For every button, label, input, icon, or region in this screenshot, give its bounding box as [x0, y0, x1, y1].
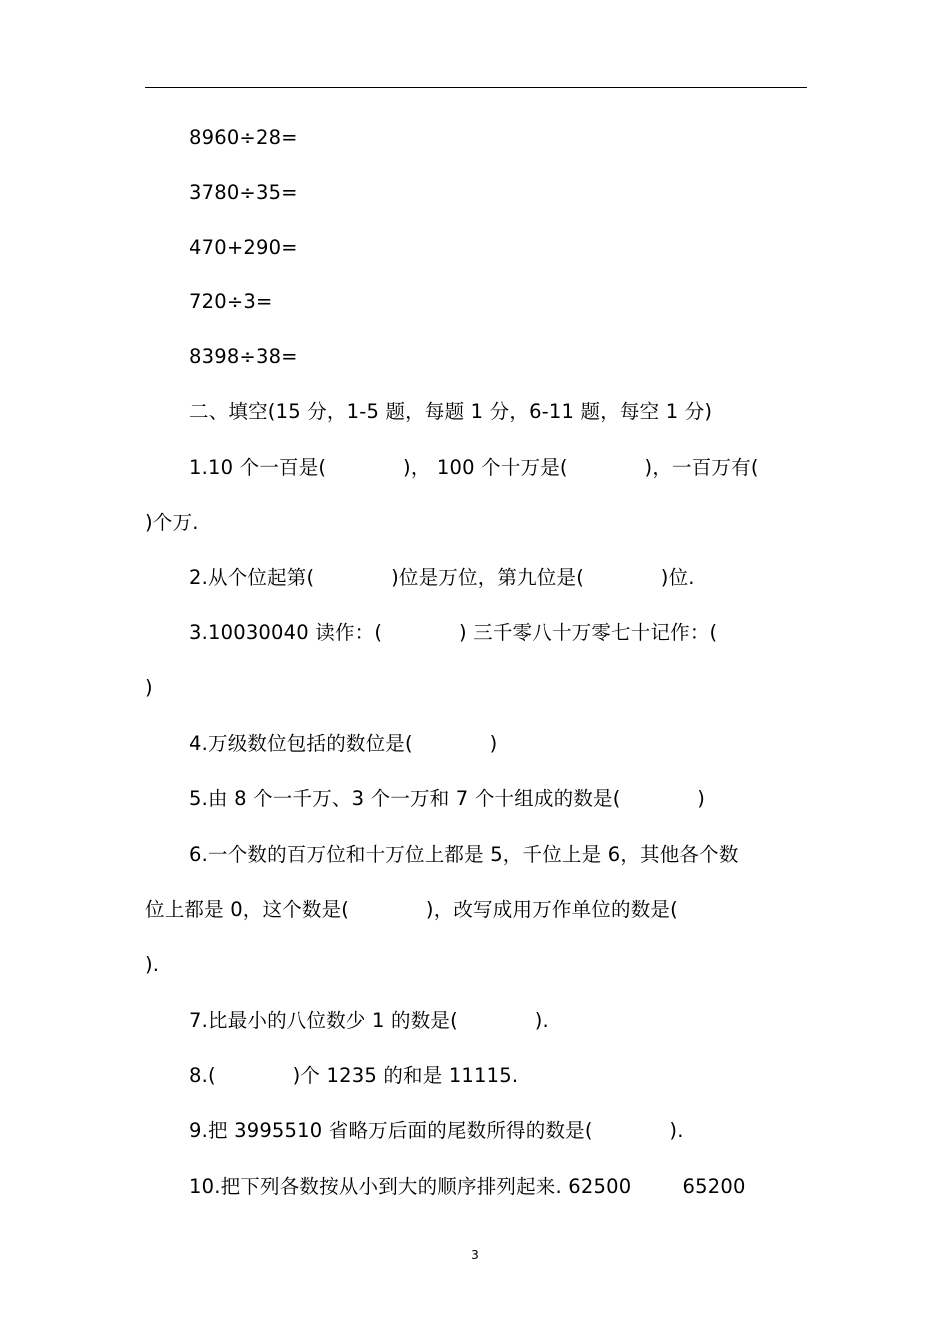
question-8: 8.( )个 1235 的和是 11115.: [189, 1064, 519, 1087]
question-3: 3.10030040 读作：( ) 三千零八十万零七十记作：(: [189, 621, 718, 644]
question-3-cont: ): [145, 676, 153, 699]
question-6: 6.一个数的百万位和十万位上都是 5，千位上是 6，其他各个数: [189, 843, 739, 866]
question-4: 4.万级数位包括的数位是( ): [189, 732, 498, 755]
header-rule: [145, 87, 807, 88]
expr-line: 470+290=: [189, 236, 298, 259]
section-heading: 二、填空(15 分，1-5 题，每题 1 分，6-11 题，每空 1 分): [189, 400, 713, 423]
expr-line: 8398÷38=: [189, 345, 298, 368]
question-1: 1.10 个一百是( )， 100 个十万是( )，一百万有(: [189, 456, 759, 479]
question-2: 2.从个位起第( )位是万位，第九位是( )位.: [189, 566, 695, 589]
question-5: 5.由 8 个一千万、3 个一万和 7 个十组成的数是( ): [189, 787, 706, 810]
question-7: 7.比最小的八位数少 1 的数是( ).: [189, 1009, 549, 1032]
expr-line: 3780÷35=: [189, 181, 298, 204]
expr-line: 8960÷28=: [189, 126, 298, 149]
question-9: 9.把 3995510 省略万后面的尾数所得的数是( ).: [189, 1119, 684, 1142]
question-1-cont: )个万.: [145, 511, 199, 534]
question-6-cont: 位上都是 0，这个数是( )，改写成用万作单位的数是(: [145, 898, 678, 921]
page-number: 3: [471, 1248, 479, 1262]
expr-line: 720÷3=: [189, 290, 273, 313]
question-6-cont: ).: [145, 953, 160, 976]
question-10: 10.把下列各数按从小到大的顺序排列起来. 62500 65200: [189, 1175, 746, 1198]
